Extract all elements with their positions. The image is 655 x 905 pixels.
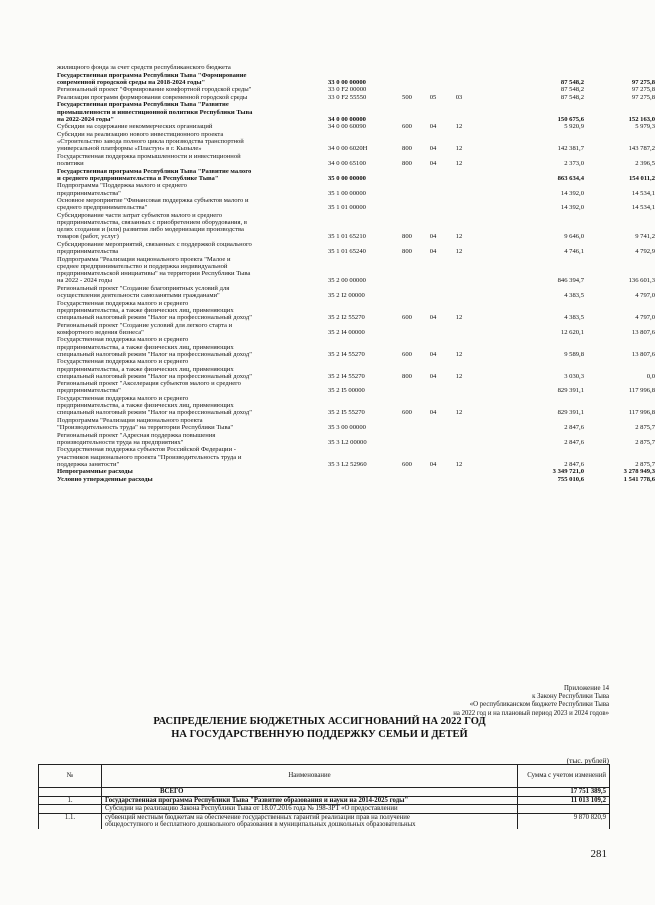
budget-row-sum-2024: 117 996,8: [628, 409, 655, 417]
budget-row-sum-2024: 4 797,0: [635, 292, 655, 300]
budget-row-name: Государственная поддержка малого и среднего предпринимательства, а также физических лиц, применяющих специальный налоговый режим "Налог на профессиональный доход": [57, 358, 252, 380]
budget-row-sum-2024: 13 807,6: [631, 328, 655, 336]
budget-row-expense-type: 800: [402, 248, 412, 256]
budget-row: [57, 197, 655, 212]
budget-row-section: 04: [429, 233, 437, 241]
appendix-line: Приложение 14: [564, 685, 609, 692]
budget-row-sum-2024: 14 534,1: [631, 204, 655, 212]
column-header-number: №: [39, 765, 102, 788]
budget-row-name: Региональный проект "Создание благоприятных условий для осуществления деятельности самозанятыми гражданами": [57, 284, 230, 300]
row-number: 1.: [39, 796, 102, 805]
budget-row-name: Региональный проект "Создание условий для легкого старта и комфортного ведения бизнеса": [57, 321, 233, 336]
budget-row-sum-2023: 87 548,2: [560, 78, 584, 86]
budget-row: [57, 299, 655, 322]
unit-label: (тыс. рублей): [566, 756, 609, 765]
budget-row-section: 04: [429, 409, 437, 417]
budget-row: [57, 152, 655, 168]
budget-row-sum-2023: 12 620,1: [560, 328, 584, 336]
table-row: [39, 788, 610, 797]
budget-row-code: 35 1 00 00000: [328, 189, 366, 197]
budget-row-code: 33 0 F2 55550: [328, 93, 367, 101]
budget-row: [57, 211, 655, 241]
budget-row-sum-2024: 143 787,2: [628, 145, 655, 153]
budget-row-code: 35 2 I4 55270: [328, 350, 365, 358]
budget-row-section: 05: [429, 93, 437, 101]
column-header-sum: Сумма с учетом изменений: [518, 765, 610, 788]
row-number: 1.1.: [39, 813, 102, 829]
row-sum: 9 870 820,9: [518, 813, 610, 829]
budget-row: [57, 468, 655, 476]
budget-row-sum-2023: 755 010,6: [557, 475, 584, 483]
budget-row-sum-2024: 2 875,7: [635, 438, 655, 446]
budget-row-sum-2023: 9 589,8: [564, 350, 584, 358]
budget-row-subsection: 03: [455, 93, 463, 101]
budget-row-subsection: 12: [455, 160, 463, 168]
budget-row-code: 35 1 01 65240: [328, 248, 366, 256]
budget-row: [57, 416, 655, 432]
budget-row-expense-type: 600: [402, 123, 412, 131]
budget-row-name: Региональный проект "Акселерация субъектов малого и среднего предпринимательства": [57, 380, 241, 395]
budget-row-sum-2024: 4 792,9: [635, 248, 655, 256]
budget-row-section: 04: [429, 145, 437, 153]
budget-row-sum-2023: 2 373,0: [564, 160, 584, 168]
budget-row-name: Государственная поддержка малого и среднего предпринимательства, а также физических лиц, применяющих специальный налоговый режим "Налог на профессиональный доход": [57, 395, 252, 417]
budget-row-sum-2024: 97 275,8: [631, 86, 655, 94]
budget-row-sum-2024: 154 011,2: [628, 174, 655, 182]
budget-row-sum-2023: 142 381,7: [557, 145, 584, 153]
budget-row-sum-2024: 2 875,7: [635, 424, 655, 432]
budget-row-code: 35 2 00 00000: [328, 277, 366, 285]
budget-row-sum-2024: 9 741,2: [635, 233, 655, 241]
budget-row-expense-type: 800: [402, 145, 412, 153]
appendix-line: на 2022 год и на плановый период 2023 и 2024 годов»: [453, 709, 609, 717]
budget-row-code: 35 2 I2 00000: [328, 292, 365, 300]
budget-row-sum-2023: 5 920,9: [564, 123, 584, 131]
row-number: [39, 788, 102, 797]
budget-row-name: жилищного фонда за счет средств республиканского бюджета: [57, 64, 231, 71]
budget-row: [57, 182, 655, 197]
budget-row: [57, 395, 655, 417]
table-row: [39, 805, 610, 814]
budget-row-name: Непрограммные расходы: [57, 468, 133, 476]
row-sum: 17 751 389,5: [518, 788, 610, 797]
budget-row: [57, 241, 655, 256]
budget-row: [57, 86, 655, 94]
budget-row-code: 34 0 00 6020Н: [328, 145, 368, 153]
budget-row-sum-2024: 97 275,8: [631, 93, 655, 101]
budget-row-subsection: 12: [455, 145, 463, 153]
budget-row-subsection: 12: [455, 123, 463, 131]
budget-row-sum-2023: 4 746,1: [564, 248, 584, 256]
budget-row: [57, 64, 617, 71]
budget-row: [57, 71, 655, 86]
budget-row-code: 35 2 I5 55270: [328, 409, 365, 417]
budget-row-sum-2023: 3 030,3: [564, 372, 584, 380]
family-support-table: [38, 764, 610, 829]
budget-row-sum-2024: 152 163,0: [628, 115, 655, 123]
budget-row-section: 04: [429, 123, 437, 131]
budget-row-name: Подпрограмма "Реализация национального проекта "Производительность труда" на территории Республики Тыва": [57, 416, 234, 432]
budget-row-expense-type: 500: [402, 93, 412, 101]
budget-row-expense-type: 600: [402, 314, 412, 322]
budget-row-sum-2023: 87 548,2: [560, 93, 584, 101]
budget-row-name: Основное мероприятие "Финансовая поддержка субъектов малого и среднего предпринимательства": [57, 197, 249, 212]
budget-row-sum-2023: 9 646,0: [564, 233, 584, 241]
budget-row-code: 35 0 00 00000: [328, 174, 366, 182]
budget-row-subsection: 12: [455, 350, 463, 358]
budget-row-name: Государственная программа Республики Тыва "Формирование современной городской среды на 2018-2024 годы": [57, 71, 247, 86]
budget-row-code: 35 2 I5 00000: [328, 387, 365, 395]
budget-row-code: 34 0 00 00000: [328, 115, 366, 123]
budget-row-name: Государственная поддержка малого и среднего предпринимательства, а также физических лиц, применяющих специальный налоговый режим "Налог на профессиональный доход": [57, 299, 252, 322]
budget-row-subsection: 12: [455, 248, 463, 256]
budget-row-section: 04: [429, 372, 437, 380]
budget-row-sum-2024: 1 541 778,6: [623, 475, 655, 483]
budget-row: [57, 358, 655, 380]
budget-row-code: 34 0 00 60090: [328, 123, 366, 131]
budget-row-sum-2023: 14 392,0: [560, 189, 584, 197]
budget-row-subsection: 12: [455, 460, 463, 468]
budget-row-expense-type: 800: [402, 160, 412, 168]
budget-row-sum-2023: 2 847,6: [564, 460, 584, 468]
budget-row-subsection: 12: [455, 233, 463, 241]
budget-row-code: 35 3 L2 52960: [328, 460, 367, 468]
budget-row-code: 35 2 I4 00000: [328, 328, 365, 336]
budget-row: [57, 475, 655, 483]
budget-row: [57, 336, 655, 358]
budget-row-name: Государственная программа Республики Тыва "Развитие промышленности и инвестиционной политики Республики Тыва на 2022-2024 годы": [57, 101, 253, 123]
budget-row-expense-type: 800: [402, 233, 412, 241]
budget-row: [57, 284, 655, 300]
budget-row: [57, 431, 655, 446]
budget-row-code: 33 0 00 00000: [328, 78, 366, 86]
budget-row: [57, 446, 655, 468]
budget-row-name: Государственная поддержка субъектов Российской Федерации - участников национального проекта "Производительность труда и поддержка занятости": [57, 446, 242, 468]
budget-row: [57, 167, 655, 182]
budget-row-subsection: 12: [455, 314, 463, 322]
budget-row-sum-2024: 14 534,1: [631, 189, 655, 197]
budget-row-section: 04: [429, 160, 437, 168]
budget-row-sum-2023: 4 383,5: [564, 292, 584, 300]
budget-row-code: 35 2 I4 55270: [328, 372, 365, 380]
budget-row-name: Субсидии на реализацию нового инвестиционного проекта «Строительство завода полного цикла производства транспортной универсальной платформы «Пластун» в г. Кызыле»: [57, 130, 244, 153]
budget-row-sum-2023: 87 548,2: [560, 86, 584, 94]
budget-row-expense-type: 800: [402, 372, 412, 380]
column-header-name: Наименование: [102, 765, 518, 788]
budget-row-sum-2023: 14 392,0: [560, 204, 584, 212]
budget-row-code: 33 0 F2 00000: [328, 86, 367, 94]
budget-row-code: 35 1 01 65210: [328, 233, 366, 241]
budget-row-sum-2024: 3 278 949,3: [623, 468, 655, 476]
budget-row-name: Региональный проект "Адресная поддержка повышения производительности труда на предприятиях": [57, 431, 216, 446]
budget-row-sum-2023: 150 675,6: [557, 115, 584, 123]
budget-row-name: Условно утвержденные расходы: [57, 475, 153, 483]
budget-row-code: 34 0 00 65100: [328, 160, 366, 168]
budget-row-sum-2024: 4 797,0: [635, 314, 655, 322]
page-number: 281: [590, 848, 607, 860]
table-row: [39, 813, 610, 829]
row-name: Государственная программа Республики Тыва "Развитие образования и науки на 2014-2025 годы": [102, 796, 518, 805]
budget-row-name: Государственная программа Республики Тыва "Развитие малого и среднего предпринимательства в Республике Тыва": [57, 167, 252, 182]
budget-row-section: 04: [429, 248, 437, 256]
budget-row-sum-2024: 2 396,5: [635, 160, 655, 168]
budget-row-name: Государственная поддержка промышленности и инвестиционной политики: [57, 152, 241, 168]
budget-row-sum-2024: 97 275,8: [631, 78, 655, 86]
budget-row-name: Субсидирование части затрат субъектов малого и среднего предпринимательства, связанных с приобретением оборудования, в целях создания и (или) развития либо модернизации производства товаров (работ, услуг): [57, 211, 247, 241]
budget-row-code: 35 1 01 00000: [328, 204, 366, 212]
budget-row-sum-2024: 136 601,3: [628, 277, 655, 285]
budget-row-expense-type: 600: [402, 350, 412, 358]
budget-row-section: 04: [429, 350, 437, 358]
budget-row: [57, 130, 655, 153]
row-name: ВСЕГО: [102, 788, 518, 797]
row-name: Субсидии на реализацию Закона Республики Тыва от 18.07.2016 года № 198-ЗРТ «О предоставлении: [102, 805, 518, 814]
budget-row: [57, 123, 655, 131]
budget-row-sum-2024: 117 996,8: [628, 387, 655, 395]
document-title: РАСПРЕДЕЛЕНИЕ БЮДЖЕТНЫХ АССИГНОВАНИЙ НА 2022 ГОД: [153, 716, 486, 727]
budget-row-name: Субсидирование мероприятий, связанных с поддержкой социального предпринимательства: [57, 241, 252, 256]
budget-row-sum-2023: 2 847,6: [564, 438, 584, 446]
budget-row-sum-2023: 4 383,5: [564, 314, 584, 322]
budget-row-sum-2024: 5 979,3: [635, 123, 655, 131]
budget-row-sum-2023: 846 394,7: [557, 277, 584, 285]
row-name: субвенций местным бюджетам на обеспечение государственных гарантий реализации прав на получение общедоступного и бесплатного дошкольного образования в муниципальных дошкольных образовательных: [102, 813, 518, 829]
budget-row-name: Субсидии на содержание некоммерческих организаций: [57, 123, 213, 131]
budget-row-code: 35 3 00 00000: [328, 424, 366, 432]
budget-row-name: Государственная поддержка малого и среднего предпринимательства, а также физических лиц, применяющих специальный налоговый режим "Налог на профессиональный доход": [57, 336, 252, 358]
budget-row-name: Подпрограмма "Реализация национального проекта "Малое и среднее предпринимательство и поддержка индивидуальной предпринимательской инициативы" на территории Республики Тыва на 2022 - 2024 годы: [57, 255, 251, 285]
budget-row: [57, 380, 655, 395]
table-row: [39, 796, 610, 805]
budget-row-section: 04: [429, 460, 437, 468]
appendix-line: к Закону Республики Тыва: [532, 693, 609, 701]
budget-row-name: Реализация программ формирования современной городской среды: [57, 93, 248, 101]
budget-row: [57, 255, 655, 285]
budget-row-sum-2024: 0,0: [646, 372, 655, 380]
budget-row: [57, 93, 655, 101]
budget-row-sum-2023: 3 349 721,0: [552, 468, 584, 476]
budget-row: [57, 101, 655, 123]
budget-row-code: 35 2 I2 55270: [328, 314, 365, 322]
row-number: [39, 805, 102, 814]
budget-row-sum-2023: 829 391,1: [557, 387, 584, 395]
budget-row-subsection: 12: [455, 409, 463, 417]
appendix-header: [329, 685, 609, 718]
row-sum: 11 013 109,2: [518, 796, 610, 805]
budget-row-subsection: 12: [455, 372, 463, 380]
row-sum: [518, 805, 610, 814]
budget-row-expense-type: 600: [402, 460, 412, 468]
document-subtitle: НА ГОСУДАРСТВЕННУЮ ПОДДЕРЖКУ СЕМЬИ И ДЕТЕЙ: [171, 729, 468, 740]
budget-row-sum-2024: 2 875,7: [635, 460, 655, 468]
appendix-line: «О республиканском бюджете Республики Тыва: [469, 701, 609, 709]
budget-row-sum-2023: 829 391,1: [557, 409, 584, 417]
budget-row-sum-2023: 863 634,4: [557, 174, 584, 182]
budget-row-code: 35 3 L2 00000: [328, 438, 367, 446]
budget-row-sum-2024: 13 807,6: [631, 350, 655, 358]
budget-row-sum-2023: 2 847,6: [564, 424, 584, 432]
budget-row-expense-type: 600: [402, 409, 412, 417]
budget-row-section: 04: [429, 314, 437, 322]
budget-row-name: Региональный проект "Формирование комфортной городской среды": [57, 86, 252, 94]
budget-row-name: Подпрограмма "Поддержка малого и среднего предпринимательства": [57, 182, 187, 197]
budget-row: [57, 321, 655, 336]
